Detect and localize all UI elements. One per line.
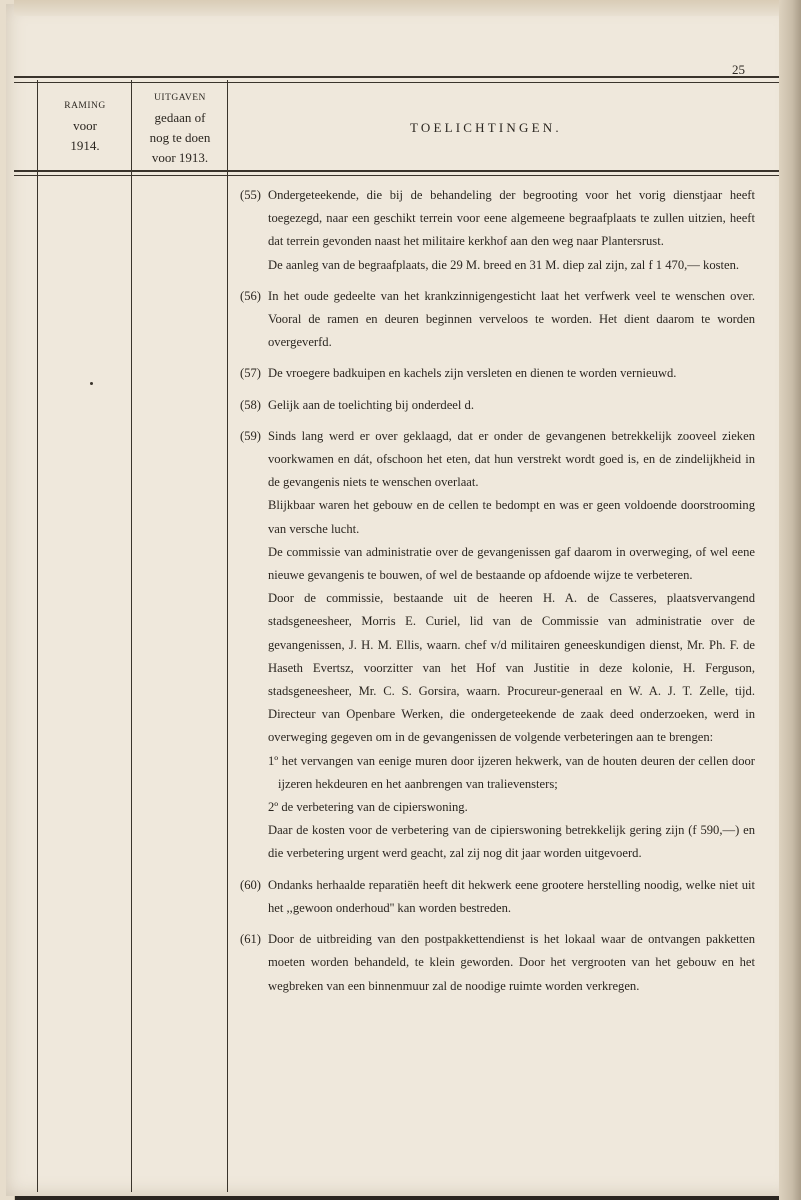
note-paragraph: Gelijk aan de toelichting bij onderdeel d.	[268, 397, 474, 412]
notes-body	[240, 184, 755, 1006]
note-paragraph: De commissie van administratie over de gevangenissen gaf daarom in overweging, of wel eene nieuwe gevangenis te bouwen, of wel de bestaande op afdoende wijze te verbeteren.	[268, 544, 755, 583]
note-number: (56)	[240, 288, 261, 303]
note-paragraph: Door de commissie, bestaande uit de heeren H. A. de Casseres, plaatsvervangend stadsgeneesheer, Morris E. Curiel, lid van de Commissie van administratie over de gevangenissen, J. H. M. Ellis, waarn. chef v/d militairen geneeskundigen dienst, Mr. Ph. F. de Haseth Evertsz, voorzitter van het Hof van Justitie in deze kolonie, H. Ferguson, stadsgeneesheer, Mr. C. S. Gorsira, waarn. Procureur-generaal en W. A. J. T. Zelle, tijd. Directeur van Openbare Werken, die ondergeteekende de zaak deed onderzoeken, werd in overweging gegeven om in de gevangenissen de volgende verbeteringen aan te brengen:	[268, 591, 755, 745]
note-paragraph: Ondanks herhaalde reparatiën heeft dit hekwerk eene grootere herstelling noodig, welke niet uit het ,,gewoon onderhoud'' kan worden bestreden.	[268, 877, 755, 915]
note-56	[240, 285, 755, 355]
column-rule-raming	[131, 80, 132, 1192]
header-raming-label: RAMING	[64, 101, 106, 111]
page-number: 25	[732, 62, 745, 77]
header-uitgaven-label: UITGAVEN	[154, 93, 206, 103]
header-uitgaven-line2: nog te doen	[149, 130, 211, 145]
header-toelichtingen: TOELICHTINGEN.	[410, 120, 562, 135]
header-raming-line1: voor	[73, 118, 97, 133]
column-rule-left	[37, 80, 38, 1192]
page-stack-edge	[779, 0, 801, 1200]
note-number: (59)	[240, 428, 261, 443]
note-58	[240, 394, 755, 417]
column-rule-uitgaven	[227, 80, 228, 1192]
note-paragraph: Ondergeteekende, die bij de behandeling der begrooting voor het vorig dienstjaar heeft toegezegd, naar een geschikt terrein voor eene algemeene begraafplaats te zullen uitzien, heeft dat terrein gevonden naast het militaire kerkhof aan den weg naar Plantersrust.	[268, 188, 755, 249]
note-list-item: 1º het vervangen van eenige muren door ijzeren hekwerk, van de houten deuren der cellen door ijzeren hekdeuren en het aanbrengen van tralievensters;	[268, 753, 755, 791]
note-paragraph: Blijkbaar waren het gebouw en de cellen te bedompt en was er geen voldoende doorstrooming van versche lucht.	[268, 498, 755, 536]
header-raming-line2: 1914.	[70, 138, 100, 153]
note-paragraph: De vroegere badkuipen en kachels zijn versleten en dienen te worden vernieuwd.	[268, 366, 677, 381]
header-uitgaven-line3: voor 1913.	[151, 150, 209, 165]
note-55	[240, 184, 755, 277]
note-number: (55)	[240, 188, 261, 202]
note-57	[240, 362, 755, 385]
ink-speck	[90, 382, 93, 385]
note-61	[240, 928, 755, 998]
header-raming	[40, 96, 130, 156]
header-top-rule-thin	[14, 82, 779, 83]
note-paragraph: De aanleg van de begraafplaats, die 29 M. breed en 31 M. diep zal zijn, zal f 1 470,— kosten.	[268, 257, 740, 272]
note-60	[240, 874, 755, 920]
header-uitgaven	[134, 88, 226, 168]
header-uitgaven-line1: gedaan of	[154, 110, 206, 125]
header-top-rule	[14, 76, 779, 78]
note-number: (61)	[240, 932, 261, 947]
note-number: (60)	[240, 877, 261, 892]
note-list-item: 2º de verbetering van de cipierswoning.	[268, 800, 468, 815]
note-59	[240, 425, 755, 866]
header-bottom-rule-thin	[14, 175, 779, 176]
page-top-strip	[14, 0, 784, 16]
note-number: (57)	[240, 366, 261, 381]
header-bottom-rule	[14, 170, 779, 172]
note-paragraph: Daar de kosten voor de verbetering van de cipierswoning betrekkelijk gering zijn (f 590,—) en die verbetering urgent werd geacht, zal zij nog dit jaar worden uitgevoerd.	[268, 823, 755, 861]
note-paragraph: Door de uitbreiding van den postpakkettendienst is het lokaal waar de ontvangen pakketten moeten worden behandeld, te klein geworden. Door het vergrooten van het gebouw en het wegbreken van een binnenmuur zal de noodige ruimte worden verkregen.	[268, 932, 755, 993]
note-paragraph: Sinds lang werd er over geklaagd, dat er onder de gevangenen betrekkelijk zooveel zieken voorkwamen en dát, ofschoon het eten, dat hun verstrekt wordt goed is, en de zindelijkheid in de gevangenis niets te wenschen overlaat.	[268, 428, 755, 490]
note-number: (58)	[240, 397, 261, 412]
note-paragraph: In het oude gedeelte van het krankzinnigengesticht laat het verfwerk veel te wenschen over. Vooral de ramen en deuren beginnen verveloos te worden. Het dient daarom te worden overgeverfd.	[268, 288, 755, 350]
